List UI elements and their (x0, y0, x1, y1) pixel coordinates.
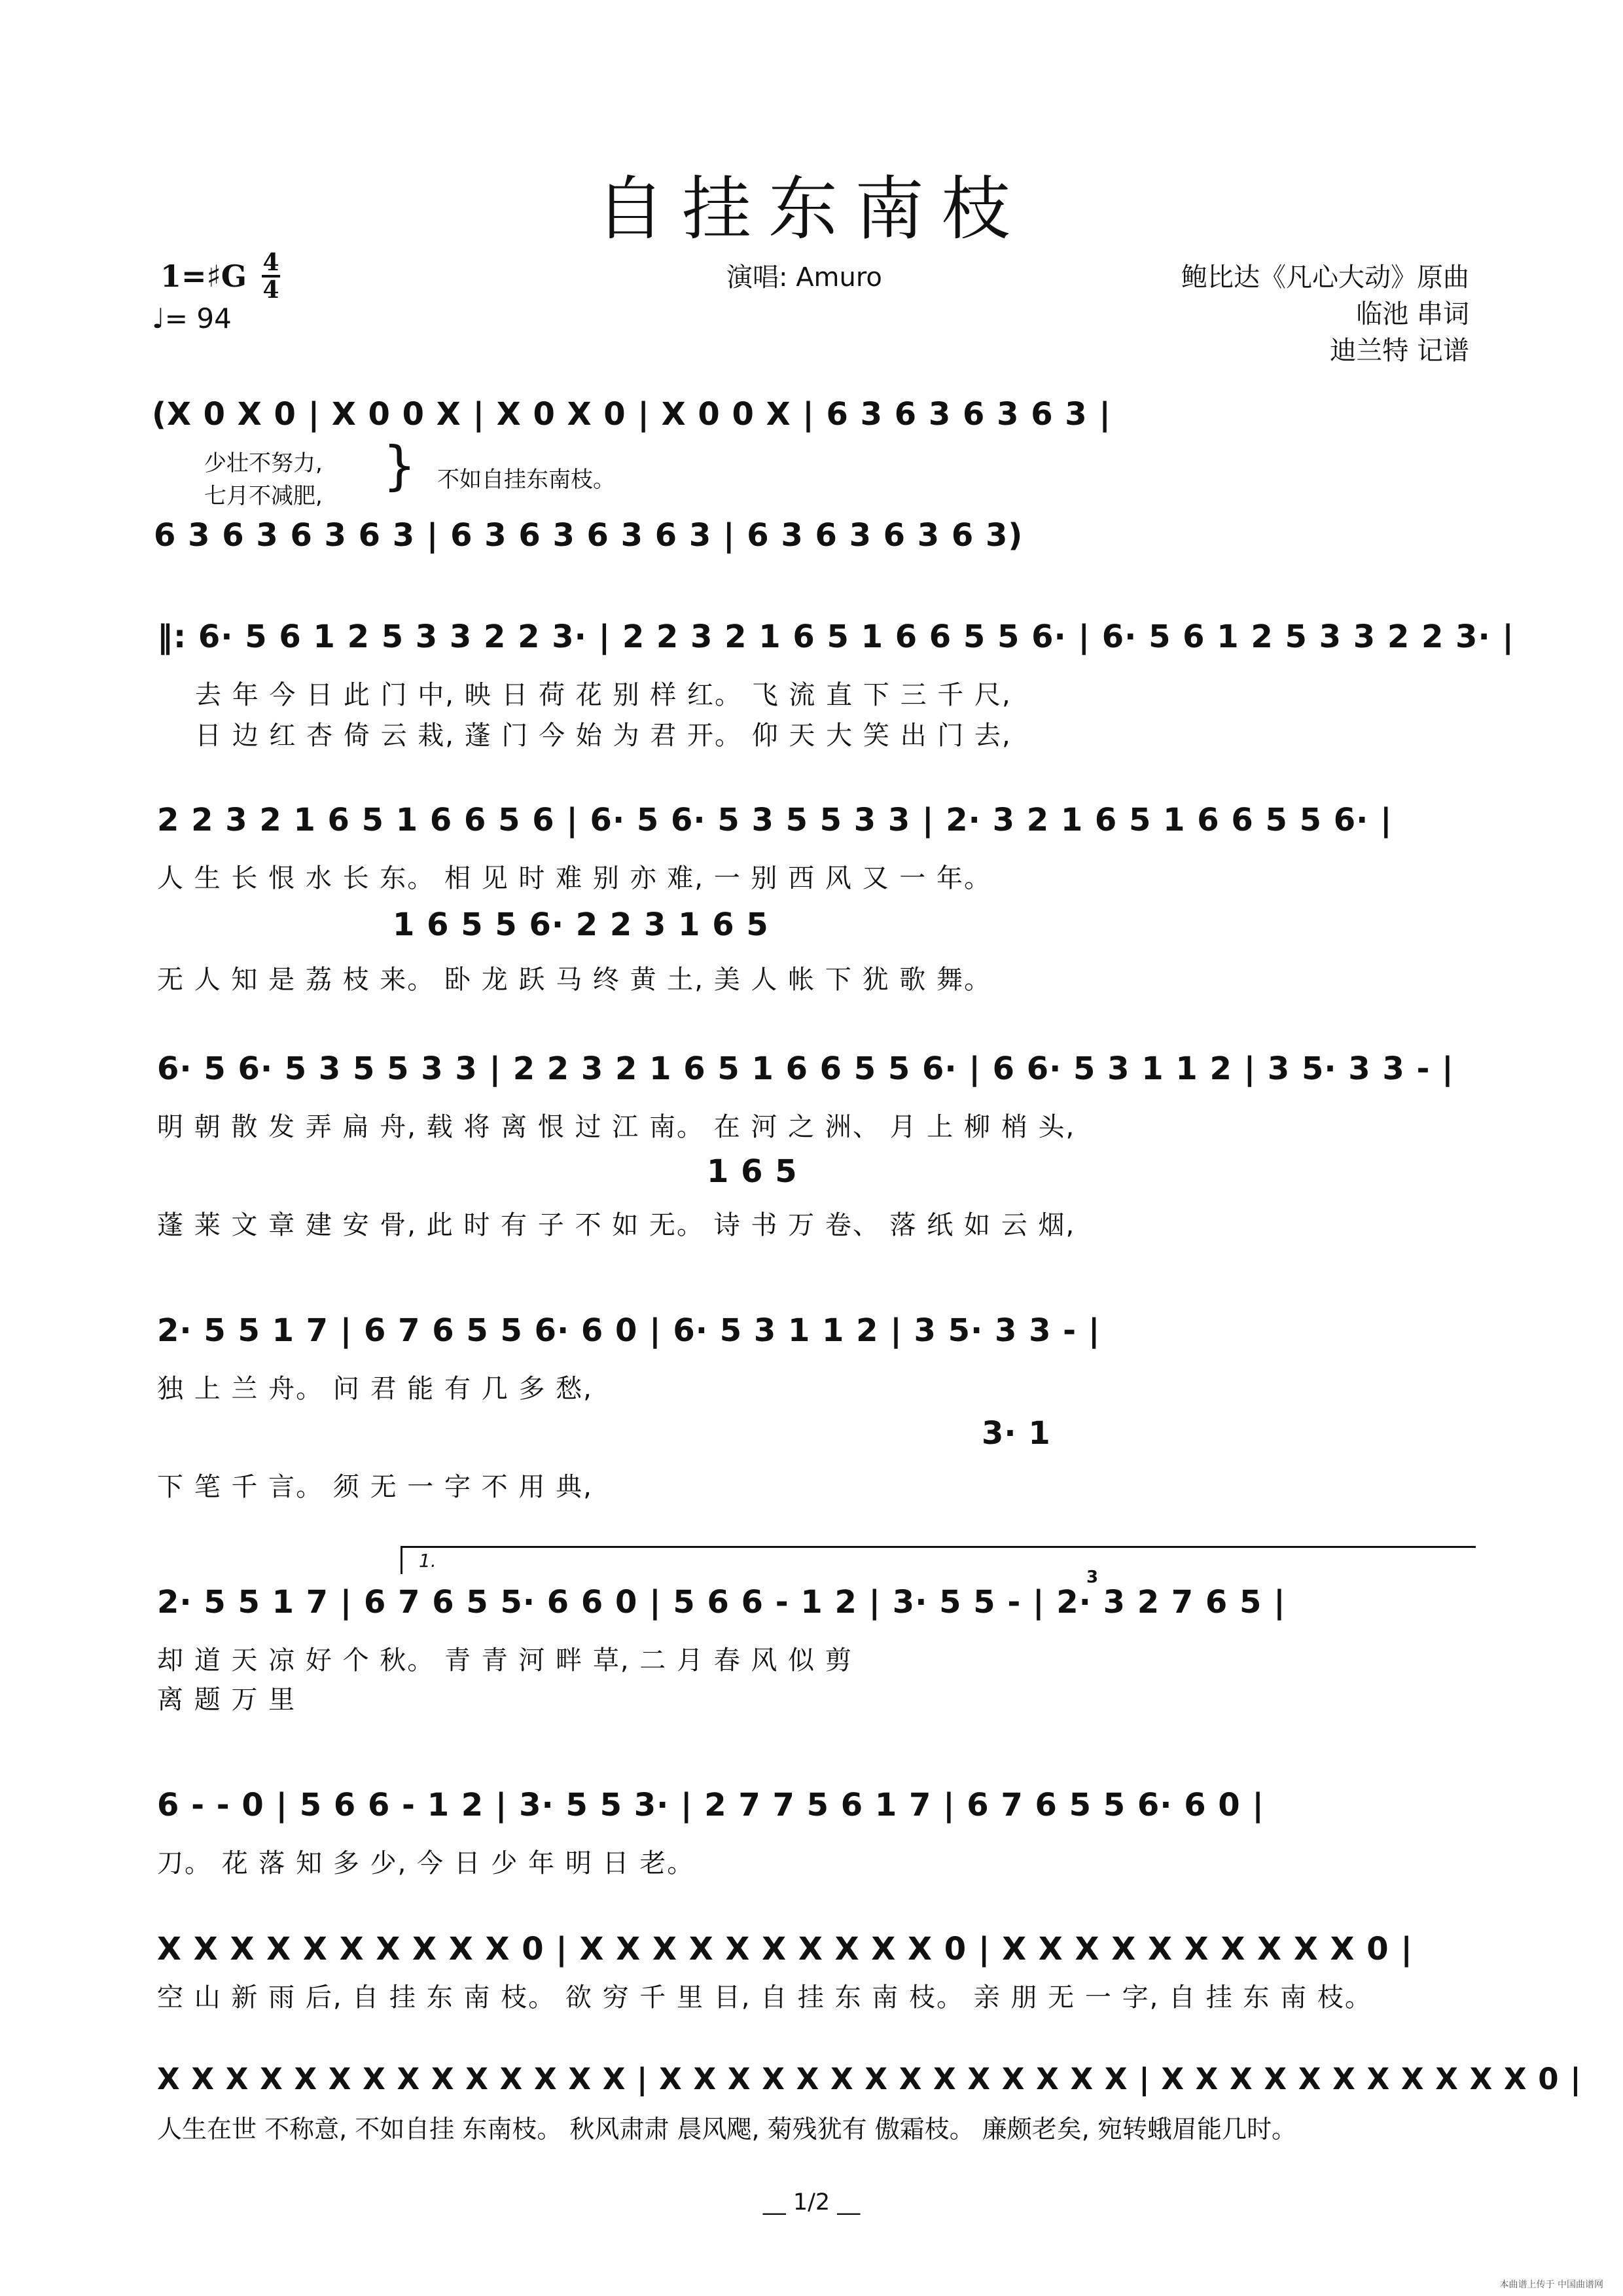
system3-notes: 6· 5 6· 5 3 5 5 3 3 | 2 2 3 2 1 6 5 1 6 6 5 5 6· | 6 6· 5 3 1 1 2 | 3 5· 3 3 - | (157, 1050, 1454, 1087)
watermark: 本曲谱上传于 中国曲谱网 (1499, 2280, 1603, 2290)
system4-lyric1: 独 上 兰 舟。 问 君 能 有 几 多 愁, (157, 1374, 593, 1404)
system4-notes: 2· 5 5 1 7 | 6 7 6 5 5 6· 6 0 | 6· 5 3 1 1 2 | 3 5· 3 3 - | (157, 1312, 1101, 1349)
system2-notes: 2 2 3 2 1 6 5 1 6 6 5 6 | 6· 5 6· 5 3 5 5 3 3 | 2· 3 2 1 6 5 1 6 6 5 5 6· | (157, 802, 1393, 838)
spoken-line3: 不如自挂东南枝。 (437, 467, 615, 493)
rap2-notes: X X X X X X X X X X X X X X | X X X X X X X X X X X X X X | X X X X X X X X X X X 0 | (157, 2062, 1582, 2096)
transcriber-credit: 迪兰特 记谱 (1330, 336, 1469, 366)
system6-notes: 6 - - 0 | 5 6 6 - 1 2 | 3· 5 5 3· | 2 7 7 5 6 1 7 | 6 7 6 5 5 6· 6 0 | (157, 1787, 1264, 1823)
system1-notes: ‖: 6· 5 6 1 2 5 3 3 2 2 3· | 2 2 3 2 1 6 5 1 6 6 5 5 6· | 6· 5 6 1 2 5 3 3 2 2 3· | (157, 619, 1514, 655)
time-signature (262, 250, 280, 302)
system4-alt-notes: 3· 1 (982, 1415, 1051, 1452)
system2-alt-notes: 1 6 5 5 6· 2 2 3 1 6 5 (393, 906, 769, 943)
volta-label: 1. (419, 1550, 437, 1571)
intro-notes-line2: 6 3 6 3 6 3 6 3 | 6 3 6 3 6 3 6 3 | 6 3 6 3 6 3 6 3) (154, 517, 1024, 554)
composer-credit: 鲍比达《凡心大动》原曲 (1181, 262, 1469, 293)
system1-lyric2: 日 边 红 杏 倚 云 栽, 蓬 门 今 始 为 君 开。 仰 天 大 笑 出 门 去, (195, 721, 1012, 751)
spoken-line1: 少壮不努力, (204, 450, 323, 476)
page-number: __ 1/2 __ (762, 2189, 861, 2215)
system3-lyric2: 蓬 莱 文 章 建 安 骨, 此 时 有 子 不 如 无。 诗 书 万 卷、 落 纸 如 云 烟, (157, 1210, 1076, 1240)
system1-lyric1: 去 年 今 日 此 门 中, 映 日 荷 花 别 样 红。 飞 流 直 下 三 千 尺, (195, 680, 1012, 710)
system2-lyric1: 人 生 长 恨 水 长 东。 相 见 时 难 别 亦 难, 一 别 西 风 又 一 年。 (157, 863, 992, 893)
meter-bottom: 4 (262, 276, 279, 304)
intro-notes-line1: (X 0 X 0 | X 0 0 X | X 0 X 0 | X 0 0 X | 6 3 6 3 6 3 6 3 | (152, 396, 1111, 433)
spoken-line2: 七月不减肥, (204, 483, 323, 509)
system5-notes: 2· 5 5 1 7 | 6 7 6 5 5· 6 6 0 | 5 6 6 - 1 2 | 3· 5 5 - | 2· 3 2 7 6 5 | (157, 1584, 1286, 1621)
meter-top: 4 (262, 249, 279, 276)
system5-lyric1: 却 道 天 凉 好 个 秋。 青 青 河 畔 草, 二 月 春 风 似 剪 (157, 1645, 853, 1676)
rap1-notes: X X X X X X X X X X 0 | X X X X X X X X X X 0 | X X X X X X X X X X 0 | (157, 1931, 1413, 1967)
rap2-lyric: 人生在世 不称意, 不如自挂 东南枝。 秋风肃肃 晨风飔, 菊残犹有 傲霜枝。 廉颇老矣, 宛转蛾眉能几时。 (157, 2115, 1296, 2144)
lyricist-credit: 临池 串词 (1356, 299, 1469, 329)
brace-icon: } (383, 435, 416, 496)
grace-note: 3 (1086, 1568, 1099, 1587)
tempo-mark: ♩= 94 (152, 302, 232, 334)
system2-lyric2: 无 人 知 是 荔 枝 来。 卧 龙 跃 马 终 黄 土, 美 人 帐 下 犹 歌 舞。 (157, 965, 992, 995)
rap1-lyric: 空 山 新 雨 后, 自 挂 东 南 枝。 欲 穷 千 里 目, 自 挂 东 南 枝。 亲 朋 无 一 字, 自 挂 东 南 枝。 (157, 1982, 1372, 2013)
system6-lyric1: 刀。 花 落 知 多 少, 今 日 少 年 明 日 老。 (157, 1848, 695, 1878)
song-title: 自挂东南枝 (596, 169, 1027, 249)
system3-lyric1: 明 朝 散 发 弄 扁 舟, 载 将 离 恨 过 江 南。 在 河 之 洲、 月 上 柳 梢 头, (157, 1112, 1076, 1142)
key-signature: 1=♯G (160, 259, 247, 294)
system5-lyric2: 离 题 万 里 (157, 1685, 296, 1715)
system3-alt-notes: 1 6 5 (707, 1153, 798, 1190)
singer-credit: 演唱: Amuro (726, 262, 882, 293)
volta-bracket (401, 1546, 1476, 1574)
system4-lyric2: 下 笔 千 言。 须 无 一 字 不 用 典, (157, 1472, 593, 1502)
